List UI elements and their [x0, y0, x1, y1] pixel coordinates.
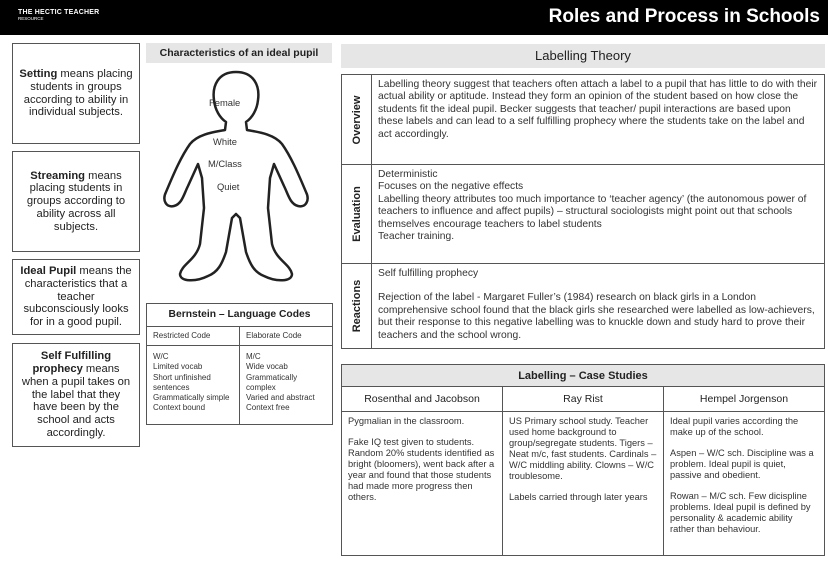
overview-row	[342, 75, 824, 164]
text-line	[378, 280, 818, 292]
definition-text: means placing students in groups according to ability across all subjects.	[26, 169, 126, 233]
text-line: Labelling theory attributes too much importance to ‘teacher agency’ (the autonomous power of teachers to influence and affect pupils) – structural sociologists might point out that schools themselves encourage teachers to label students	[378, 193, 807, 230]
definition-term: Setting	[19, 67, 58, 80]
figure-label: White	[213, 136, 237, 147]
text-line: Labelling theory suggest that teachers often attach a label to a pupil that has little to do with their actual ability or aptitude. Instead they form an opinion of the student based on how close the students fit the ideal pupil. Becker suggests that teacher/ pupil interactions are based upon these labels and can lead to a self fulfilling prophecy where the students take on the label and act accordingly.	[378, 79, 818, 140]
case-study-column	[342, 387, 502, 555]
figure-label: M/Class	[208, 158, 242, 169]
restricted-item: Grammatically simple	[153, 393, 230, 403]
case-study-column	[502, 387, 663, 555]
definition-term: Self Fulfilling prophecy	[32, 350, 112, 375]
restricted-item: W/C	[153, 352, 169, 362]
text-line: Rejection of the label - Margaret Fuller’s (1984) research on black girls in a London comprehensive school found that the black girls she researched were labelled as low-achievers, but their response to this negative labelling was to knuckle down and study hard to prove their teachers and the school wrong.	[378, 292, 815, 341]
labelling-theory-title: Labelling Theory	[341, 44, 825, 68]
case-studies-title: Labelling – Case Studies	[342, 365, 824, 387]
brand-subtitle: RESOURCE	[18, 16, 44, 21]
elaborate-item: M/C	[246, 352, 261, 362]
ideal-pupil-figure	[162, 68, 310, 290]
text-line: Focuses on the negative effects	[378, 181, 524, 193]
evaluation-row	[342, 164, 824, 263]
case-study-text: US Primary school study. Teacher used home background to group/segregate students. Tigers – Neat m/c, fast students. Cardinals – W/C middling ability. Clowns – W/C troublesome.	[509, 416, 657, 481]
case-study-name: Ray Rist	[503, 387, 663, 412]
case-study-text: Pygmalian in the classroom.	[348, 416, 465, 426]
case-study-column	[663, 387, 824, 555]
figure-label: Female	[209, 97, 241, 108]
case-study-text: Rowan – M/C sch. Few dicispline problems. Ideal pupil is defined by personality & academic ability rather than behaviour.	[670, 491, 811, 534]
restricted-item: Context bound	[153, 403, 206, 413]
elaborate-code-header: Elaborate Code	[240, 331, 332, 346]
case-study-text: Aspen – W/C sch. Discipline was a problem. Ideal pupil is quiet, passive and obedient.	[670, 448, 814, 480]
bernstein-language-codes	[146, 303, 333, 425]
case-study-text: Labels carried through later years	[509, 492, 648, 502]
elaborate-item: Context free	[246, 403, 290, 413]
case-study-text: Ideal pupil varies according the make up of the school.	[670, 416, 799, 437]
row-text	[378, 268, 818, 342]
restricted-item: Short unfinished sentences	[153, 372, 211, 392]
restricted-code-column	[147, 327, 239, 424]
brand-logo	[18, 9, 99, 22]
row-label: Reactions	[350, 279, 363, 333]
row-label: Evaluation	[350, 186, 363, 242]
definition-text: means the characteristics that a teacher subconsciously looks for in a good pupil.	[23, 265, 132, 329]
definition-setting	[12, 43, 140, 144]
case-studies-table	[341, 364, 825, 556]
case-study-name: Rosenthal and Jacobson	[342, 387, 502, 412]
elaborate-item: Grammatically complex	[246, 372, 298, 392]
header-bar	[0, 0, 828, 35]
restricted-item: Limited vocab	[153, 362, 203, 372]
definition-text: means when a pupil takes on the label that they have been by the school and acts accordingly.	[21, 363, 131, 439]
text-line: Teacher training.	[378, 231, 455, 243]
row-text	[378, 169, 818, 243]
elaborate-code-column	[239, 327, 332, 424]
brand-name: THE HECTIC TEACHER	[18, 9, 100, 16]
elaborate-item: Wide vocab	[246, 362, 288, 372]
page-title: Roles and Process in Schools	[548, 6, 820, 27]
bernstein-title: Bernstein – Language Codes	[147, 304, 332, 327]
ideal-pupil-title: Characteristics of an ideal pupil	[146, 43, 332, 63]
figure-label: Quiet	[217, 181, 240, 192]
reactions-row	[342, 263, 824, 348]
text-line: Self fulfilling prophecy	[378, 268, 479, 279]
case-study-name: Hempel Jorgenson	[664, 387, 824, 412]
definition-ideal-pupil	[12, 259, 140, 335]
definition-self-fulfilling-prophecy	[12, 343, 140, 447]
definition-streaming	[12, 151, 140, 252]
definition-term: Streaming	[30, 169, 86, 182]
labelling-theory-table	[341, 74, 825, 349]
elaborate-item: Varied and abstract	[246, 393, 315, 403]
definition-text: means placing students in groups according to ability in individual subjects.	[23, 67, 133, 119]
definition-term: Ideal Pupil	[20, 265, 77, 277]
row-text	[378, 79, 818, 141]
row-label: Overview	[350, 95, 363, 144]
text-line: Deterministic	[378, 169, 438, 180]
case-study-text: Fake IQ test given to students. Random 20% students identified as bright (bloomers), went back after a year and found that those students had made more progress then others.	[348, 437, 495, 502]
restricted-code-header: Restricted Code	[147, 331, 239, 346]
